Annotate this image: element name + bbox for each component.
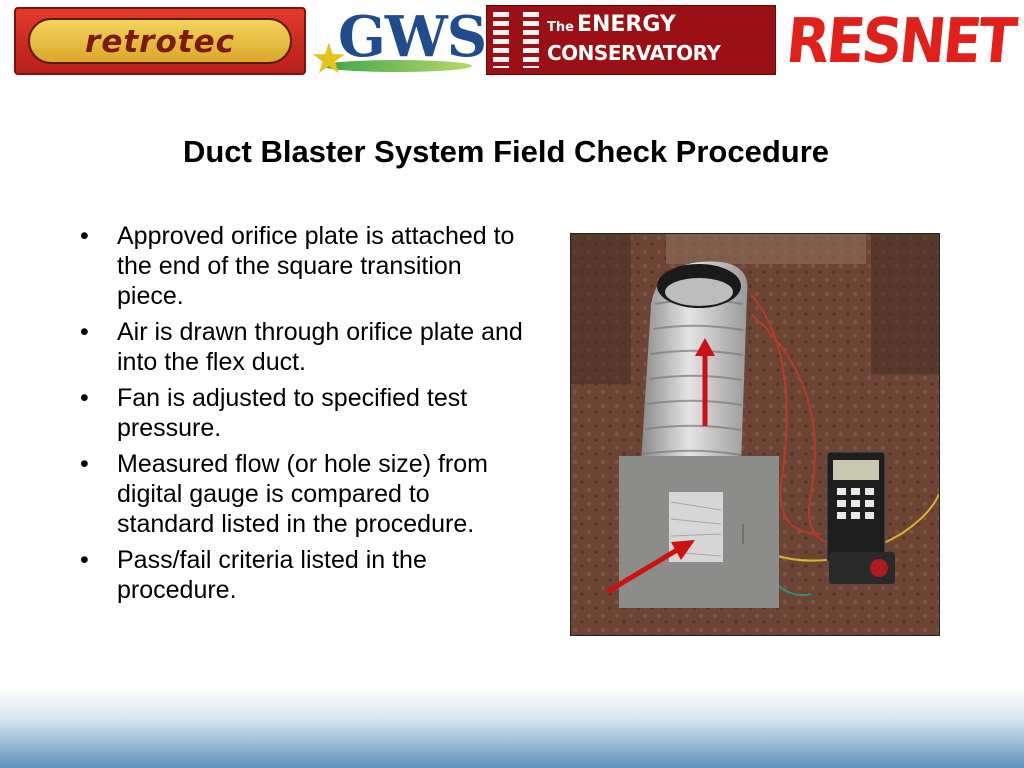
resnet-logo-text: RESNET xyxy=(783,6,1018,78)
retrotec-logo-pill xyxy=(28,18,292,64)
speed-controller-knob xyxy=(870,559,888,577)
retrotec-logo xyxy=(14,7,306,75)
bullet-item: • Approved orifice plate is attached to the end of the square transition piece. xyxy=(70,221,530,311)
hallway-end xyxy=(666,234,866,264)
gws-logo-text: GWS xyxy=(338,4,487,70)
gws-logo xyxy=(308,4,487,82)
star-icon: ★ xyxy=(310,35,348,82)
wall-right xyxy=(871,234,939,374)
energy-conservatory-line1 xyxy=(547,12,676,37)
logo-banner xyxy=(0,0,1024,90)
duct-blaster-photo xyxy=(570,233,940,636)
footer-gradient-band xyxy=(0,688,1024,768)
retrotec-logo-text: retrotec xyxy=(85,24,235,60)
energy-conservatory-energy: ENERGY xyxy=(576,12,676,37)
bullet-item: • Pass/fail criteria listed in the procedure. xyxy=(70,545,530,605)
slide-title: Duct Blaster System Field Check Procedure xyxy=(182,134,830,169)
bullet-item: • Air is drawn through orifice plate and into the flex duct. xyxy=(70,317,530,377)
energy-conservatory-the: The xyxy=(547,20,574,35)
bullet-item: • Measured flow (or hole size) from digital gauge is compared to standard listed in the procedure. xyxy=(70,449,530,539)
energy-conservatory-logo xyxy=(486,5,776,75)
resnet-logo xyxy=(783,2,1018,82)
wall-left xyxy=(571,234,631,384)
bullet-list xyxy=(70,221,530,611)
gauge-keypad xyxy=(837,488,874,519)
gauge-display xyxy=(833,460,879,480)
duct-fan-inner xyxy=(665,278,733,306)
energy-conservatory-line2: CONSERVATORY xyxy=(547,41,721,65)
energy-conservatory-mark-icon xyxy=(493,12,539,68)
duct-blaster-photo-illustration xyxy=(571,234,939,635)
bullet-item: • Fan is adjusted to specified test pressure. xyxy=(70,383,530,443)
